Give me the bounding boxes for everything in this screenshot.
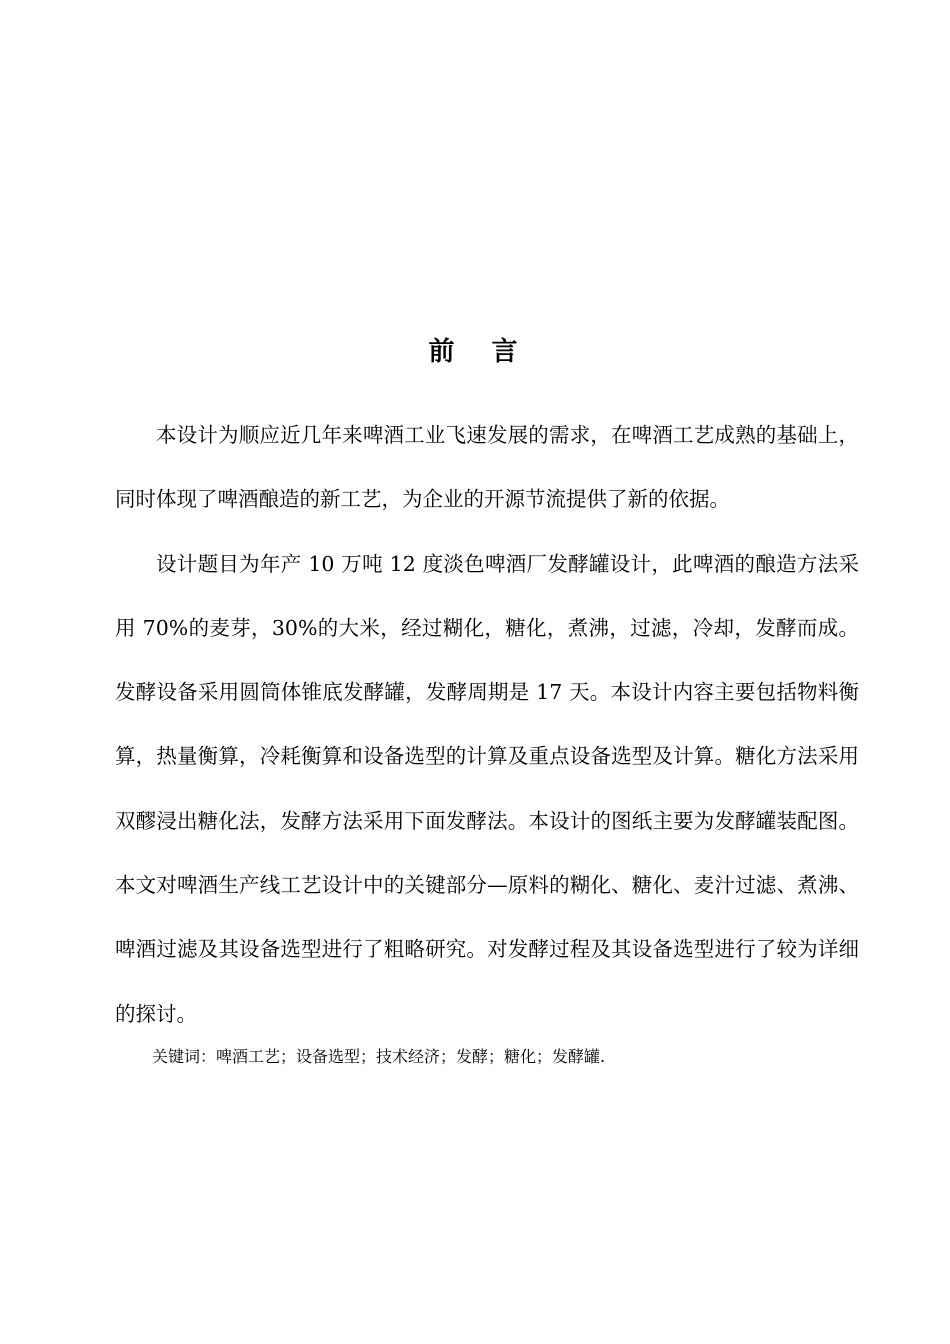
document-body: [115, 403, 859, 1046]
paragraph-intro: 本设计为顺应近几年来啤酒工业飞速发展的需求，在啤酒工艺成熟的基础上，同时体现了啤酒酿造的新工艺，为企业的开源节流提供了新的依据。: [115, 423, 859, 512]
keywords-line: 关键词：啤酒工艺；设备选型；技术经济；发酵；糖化；发酵罐.: [152, 1047, 606, 1066]
page-title: 前 言: [428, 337, 532, 367]
paragraph-design: 设计题目为年产 10 万吨 12 度淡色啤酒厂发酵罐设计，此啤酒的酿造方法采用 70%的麦芽，30%的大米，经过糊化，糖化，煮沸，过滤，冷却，发酵而成。发酵设备采用圆筒体锥底发酵罐，发酵周期是 17 天。本设计内容主要包括物料衡算，热量衡算，冷耗衡算和设备选型的计算及重点设备选型及计算。糖化方法采用双醪浸出糖化法，发酵方法采用下面发酵法。本设计的图纸主要为发酵罐装配图。本文对啤酒生产线工艺设计中的关键部分—原料的糊化、糖化、麦汁过滤、煮沸、啤酒过滤及其设备选型进行了粗略研究。对发酵过程及其设备选型进行了较为详细的探讨。: [115, 551, 859, 1026]
